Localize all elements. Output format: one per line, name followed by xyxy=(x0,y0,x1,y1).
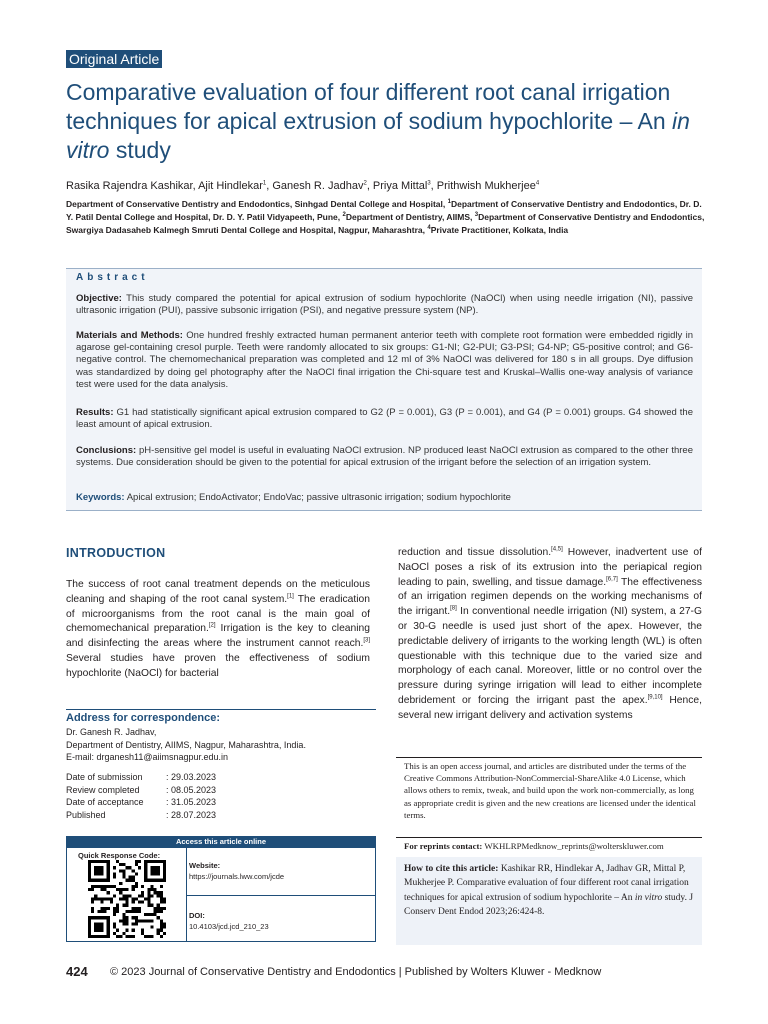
intro-text: Several studies have proven the effectiveness of sodium hypochlorite (NaOCl) for bacterial xyxy=(66,652,370,679)
keywords-label: Keywords: xyxy=(76,492,125,503)
affiliation-marker: 1 xyxy=(447,199,451,206)
author-name: Ajit Hindlekar xyxy=(198,180,263,192)
methods-label: Materials and Methods: xyxy=(76,330,183,341)
author-name: , Priya Mittal xyxy=(366,180,428,192)
date-row xyxy=(66,784,216,797)
page-number: 424 xyxy=(66,964,88,979)
author-affiliation-marker: 1 xyxy=(262,180,267,187)
correspondence-email[interactable]: E-mail: drganesh11@aiimsnagpur.edu.in xyxy=(66,752,229,762)
keywords-text: Apical extrusion; EndoActivator; EndoVac; passive ultrasonic irrigation; sodium hypochlorite xyxy=(124,492,511,503)
article-type-badge: Original Article xyxy=(66,50,162,68)
citation-text xyxy=(404,862,696,920)
affiliation-text: Department of Conservative Dentistry and Endodontics, Swargiya Dadasaheb Kalmegh Smruti Dental College and Hospital, Nagpur, Maharashtra, xyxy=(66,212,705,236)
correspondence-heading: Address for correspondence: xyxy=(66,712,221,724)
date-row xyxy=(66,809,216,822)
date-label: Date of acceptance xyxy=(66,797,144,807)
affiliation-marker: 2 xyxy=(342,212,346,219)
citation-part1: Kashikar RR, Hindlekar A, Jadhav GR, Mittal P, Mukherjee P. Comparative evaluation of four different root canal irrigation techniques for apical extrusion of sodium hypochlorite – An xyxy=(404,864,689,903)
author-affiliation-marker: 3 xyxy=(427,180,431,187)
citation-ref: [1] xyxy=(287,593,294,600)
title-part2: study xyxy=(109,137,171,163)
date-row xyxy=(66,771,216,784)
access-heading: Access this article online xyxy=(66,836,376,848)
article-title xyxy=(66,78,706,165)
author-name: Rasika Rajendra Kashikar, xyxy=(66,180,199,192)
date-label: Date of submission xyxy=(66,772,143,782)
affiliation-text: Department of Dentistry, AIIMS, xyxy=(345,212,475,223)
citation-ref: [6,7] xyxy=(606,576,618,583)
open-access-notice: This is an open access journal, and articles are distributed under the terms of the Creative Commons Attribution-NonCommercial-ShareAlike 4.0 License, which allows others to remix, tweak, and build upon the work non-commercially, as long as appropriate credit is given and the new creations are licensed under the identical terms. xyxy=(404,761,696,820)
objective-text: This study compared the potential for apical extrusion of sodium hypochlorite (NaOCl) when using needle irrigation (NI), passive ultrasonic irrigation (PUI), passive subsonic irrigation (PSI), and negative pressure system (NP). xyxy=(76,293,693,317)
reprints-contact xyxy=(404,840,700,852)
website-label: Website: xyxy=(189,861,221,870)
affiliations xyxy=(66,198,706,238)
author-list xyxy=(66,179,706,193)
website-link[interactable]: https://journals.lww.com/jcde xyxy=(189,872,285,881)
date-value: : 08.05.2023 xyxy=(166,784,217,795)
intro-text: Irrigation is the key to cleaning and disinfecting the areas where the instrument cannot reach. xyxy=(66,623,370,650)
reprints-divider xyxy=(396,837,702,838)
correspondence-address: Department of Dentistry, AIIMS, Nagpur, Maharashtra, India. xyxy=(66,739,306,750)
author-affiliation-marker: 4 xyxy=(535,180,540,187)
doi-label: DOI: xyxy=(189,911,205,920)
introduction-heading: INTRODUCTION xyxy=(66,546,166,560)
citation-italic: in vitro xyxy=(634,892,663,903)
affiliation-marker: 4 xyxy=(427,225,431,232)
intro-text: The success of root canal treatment depends on the meticulous cleaning and shaping of the root canal system. xyxy=(66,579,370,605)
affiliation-marker: 3 xyxy=(474,212,479,219)
author-name: , Ganesh R. Jadhav xyxy=(266,180,364,192)
citation-ref: [2] xyxy=(208,622,216,629)
date-value: : 29.03.2023 xyxy=(166,772,217,782)
citation-part2: study. J Conserv Dent Endod 2023;26:424-8. xyxy=(404,892,694,918)
results-label: Results: xyxy=(76,407,114,418)
date-row xyxy=(66,796,216,809)
conclusions-text: pH-sensitive gel model is useful in evaluating NaOCl extrusion. NP produced least NaOCl extrusion as compared to the other three systems. Due consideration should be given to the potential for apical extrusion of the irrigant before the selection of an irrigation system. xyxy=(76,445,693,469)
intro-text: Hence, several new irrigant delivery and activation systems xyxy=(398,694,702,721)
correspondence-name: Dr. Ganesh R. Jadhav, xyxy=(66,727,157,737)
intro-text: reduction and tissue dissolution. xyxy=(398,547,552,558)
open-access-divider xyxy=(396,757,702,758)
date-label: Published xyxy=(66,809,106,820)
objective-label: Objective: xyxy=(76,293,122,304)
affiliation-text: Private Practitioner, Kolkata, India xyxy=(430,225,569,236)
citation-ref: [9,10] xyxy=(647,694,663,701)
date-value: : 28.07.2023 xyxy=(166,809,217,820)
citation-label: How to cite this article: xyxy=(404,864,499,874)
intro-text: The effectiveness of an irrigation regimen depends on the working mechanisms of the irrigant. xyxy=(398,576,702,618)
author-name: , Prithwish Mukherjee xyxy=(430,180,536,192)
conclusions-label: Conclusions: xyxy=(76,445,137,456)
affiliation-text: Department of Conservative Dentistry and Endodontics, Dr. D. Y. Patil Dental College and Hospital, Dr. D. Y. Patil Vidyapeeth, Pune, xyxy=(66,199,702,223)
title-italic: in vitro xyxy=(66,108,690,163)
reprints-email[interactable]: WKHLRPMedknow_reprints@wolterskluwer.com xyxy=(482,841,664,851)
citation-ref: [4,5] xyxy=(551,546,563,553)
footer-copyright: © 2023 Journal of Conservative Dentistry and Endodontics | Published by Wolters Kluwer - Medknow xyxy=(110,966,602,978)
author-affiliation-marker: 2 xyxy=(363,180,367,187)
abstract-methods xyxy=(76,330,693,391)
access-divider-horizontal xyxy=(186,895,376,896)
date-value: : 31.05.2023 xyxy=(166,797,217,807)
intro-text: The eradication of microorganisms from the root canal is the main goal of chemomechanical preparation. xyxy=(66,593,370,635)
date-list xyxy=(66,771,216,821)
abstract-objective xyxy=(76,293,693,317)
date-label: Review completed xyxy=(66,784,140,795)
title-part1: Comparative evaluation of four different root canal irrigation techniques for apical extrusion of sodium hypochlorite – An xyxy=(66,79,673,134)
abstract-conclusions xyxy=(76,445,693,469)
abstract-results xyxy=(76,407,693,431)
qr-code-icon[interactable] xyxy=(88,860,166,938)
intro-text: In conventional needle irrigation (NI) system, a 27-G or 30-G needle is used just short of the apex. However, the predictable delivery of irrigants to the working length (WL) is often questionable with this technique due to the varied size and morphology of each canal. Moreover, little or no control over the pressure during syringe irrigation will lead to either incomplete debridement or forcing the irrigant past the apex. xyxy=(398,606,703,706)
citation-ref: [8] xyxy=(450,605,457,612)
citation-ref: [3] xyxy=(363,637,370,644)
qr-label: Quick Response Code: xyxy=(78,851,161,860)
reprints-label: For reprints contact: xyxy=(404,841,483,851)
methods-text: One hundred freshly extracted human permanent anterior teeth with complete root formation were embedded rigidly in agarose gel-containing cresol purple. Teeth were randomly allocated to six groups: G1-NI; G2-PUI; G3-PSI; G4-NP; G5-positive control; and G6-negative control. The chemomechanical preparation was completed and 12 ml of 3% NaOCl was delivered for 180 s in all groups. Dye diffusion was standardized by doing gel photography after the NaOCl final irrigation the Chi-square test and Kruskal–Wallis one-way analysis of variance test were used for the data analysis. xyxy=(76,330,693,390)
abstract-keywords xyxy=(76,492,693,504)
correspondence-details xyxy=(66,726,376,764)
doi-link[interactable]: 10.4103/jcd.jcd_210_23 xyxy=(189,922,269,931)
intro-text: However, inadvertent use of NaOCl poses a risk of its extrusion into the periapical region leading to pain, swelling, and tissue damage. xyxy=(398,547,702,588)
correspondence-divider xyxy=(66,709,376,710)
introduction-left-column xyxy=(66,578,370,682)
results-text: G1 had statistically significant apical extrusion compared to G2 (P = 0.001), G3 (P = 0.001), and G4 (P = 0.001) groups. G4 showed the least amount of apical extrusion. xyxy=(76,407,693,431)
abstract-heading: Abstract xyxy=(76,272,149,283)
affiliation-text: Department of Conservative Dentistry and Endodontics, Sinhgad Dental College and Hospital, xyxy=(66,199,448,209)
introduction-right-column xyxy=(398,546,702,724)
